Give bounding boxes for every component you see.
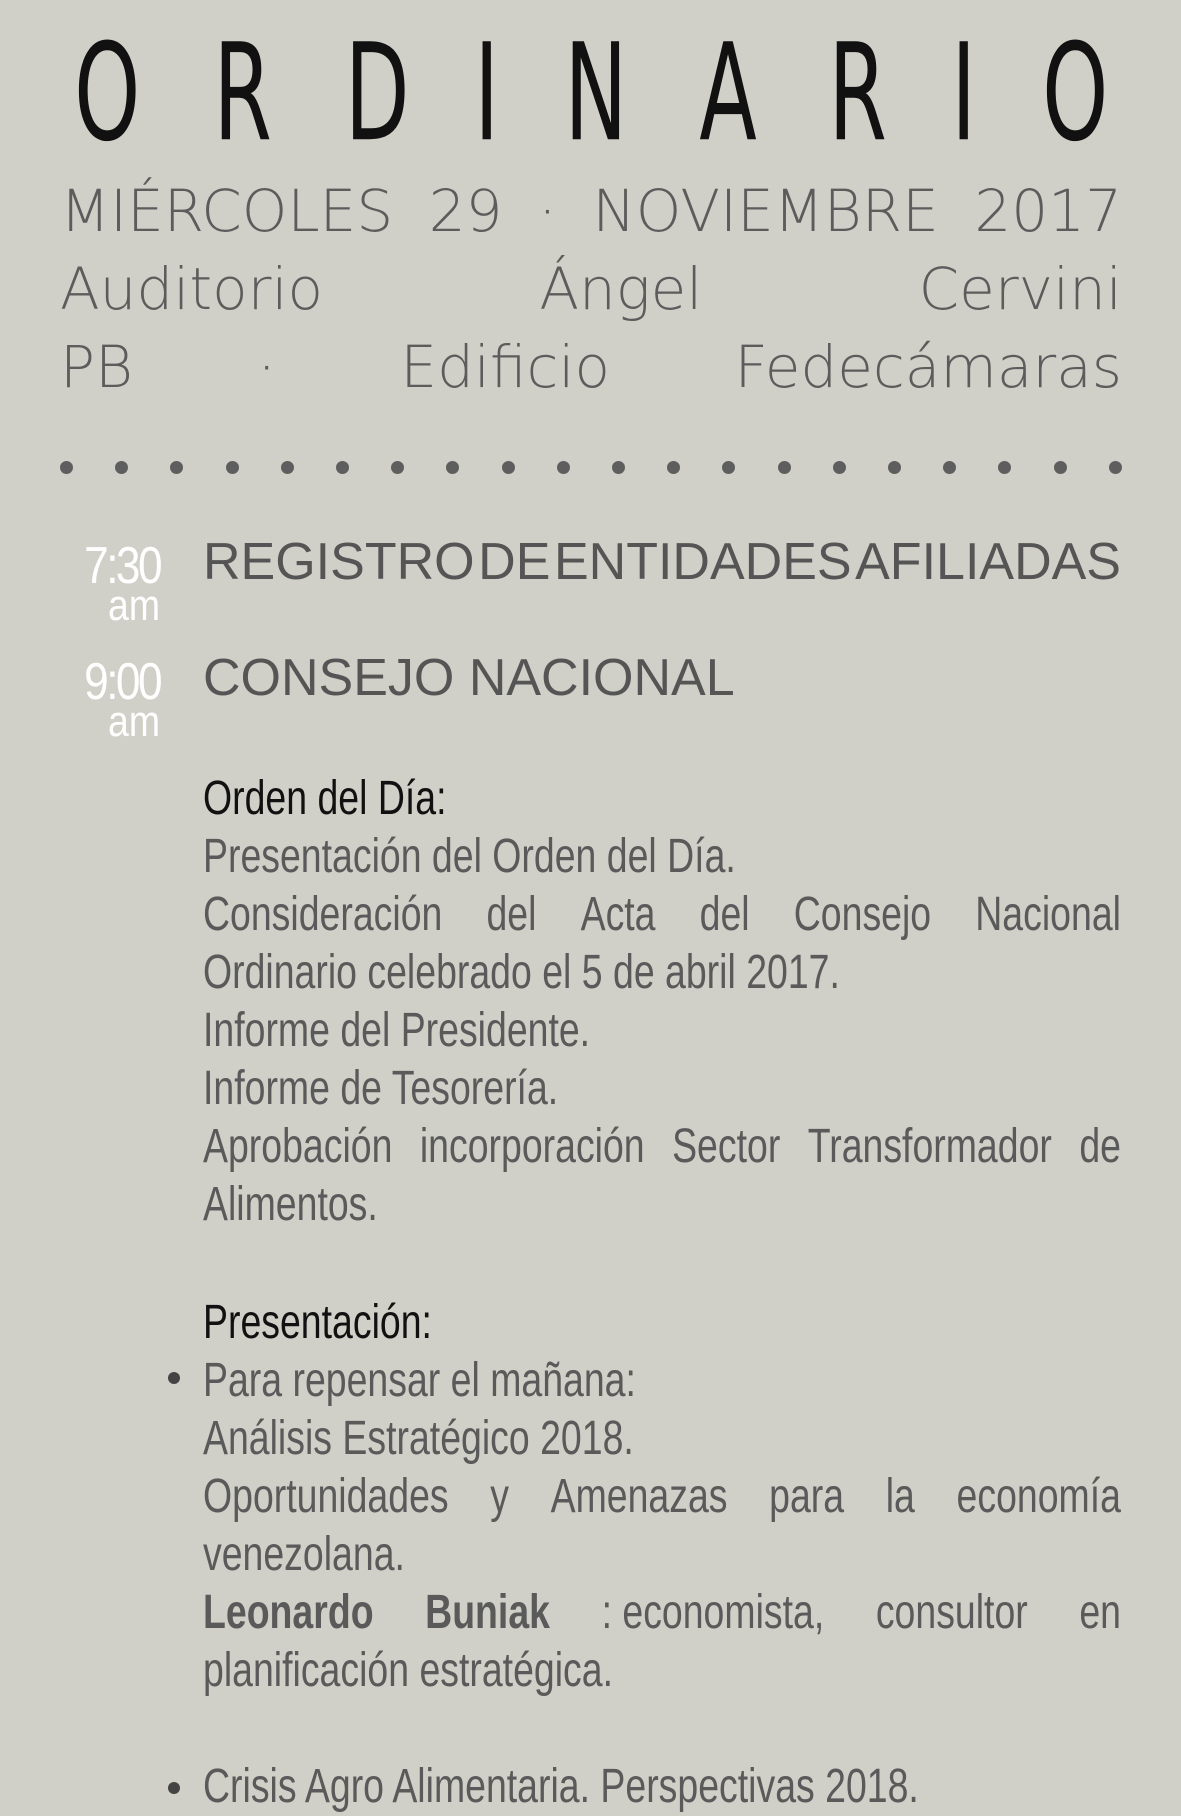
agenda-word: de <box>1079 1120 1121 1173</box>
divider-dot <box>1054 461 1067 474</box>
agenda-word: del <box>699 888 750 941</box>
agenda-word: Aprobación <box>203 1120 393 1173</box>
divider-dot <box>170 461 183 474</box>
schedule-title <box>203 533 1121 591</box>
date-weekday: MIÉRCOLES <box>60 177 394 245</box>
speaker-line-continued: planificación estratégica. <box>203 1644 613 1697</box>
divider-dot <box>115 461 128 474</box>
agenda-word: Consejo <box>793 888 932 941</box>
divider-dot <box>998 461 1011 474</box>
speaker-desc-word: : economista, <box>601 1586 825 1639</box>
talk-word: para <box>769 1470 845 1523</box>
bullet-point <box>168 1372 180 1384</box>
speaker-last-name: Buniak <box>425 1586 550 1639</box>
divider-dot <box>778 461 791 474</box>
date-month: NOVIEMBRE <box>592 177 939 245</box>
event-venue <box>60 255 1122 323</box>
agenda-word: incorporación <box>419 1120 645 1173</box>
venue-word: Ángel <box>539 255 703 323</box>
speaker-desc-word: consultor <box>875 1586 1028 1639</box>
date-separator: · <box>538 177 557 245</box>
talk-word: Oportunidades <box>203 1470 449 1523</box>
talk-word: Amenazas <box>550 1470 728 1523</box>
schedule-title: CONSEJO NACIONAL <box>203 649 735 707</box>
divider-dot <box>888 461 901 474</box>
title-word: AFILIADAS <box>855 533 1121 591</box>
agenda-item <box>203 1118 1121 1176</box>
agenda-item: Presentación del Orden del Día. <box>203 830 736 883</box>
agenda-word: Sector <box>672 1120 781 1173</box>
talk-description-continued: venezolana. <box>203 1528 405 1581</box>
divider-dot <box>1109 461 1122 474</box>
speaker-first-name: Leonardo <box>203 1586 374 1639</box>
agenda-item: Informe del Presidente. <box>203 1004 591 1057</box>
building-name: Fedecámaras <box>734 333 1122 401</box>
speaker-line <box>203 1584 1121 1642</box>
title-letter: I <box>474 16 500 172</box>
divider-dot <box>281 461 294 474</box>
building-floor: PB <box>60 333 133 401</box>
agenda-item-continued: Ordinario celebrado el 5 de abril 2017. <box>203 946 840 999</box>
time-hour: 7:30 <box>84 537 160 595</box>
title-letter: O <box>1041 16 1108 172</box>
divider-dot <box>446 461 459 474</box>
talk-subtitle: Análisis Estratégico 2018. <box>203 1412 634 1465</box>
agenda-word: Acta <box>580 888 656 941</box>
time-period: am <box>108 697 160 746</box>
dotted-divider <box>60 460 1122 474</box>
divider-dot <box>722 461 735 474</box>
title-letter: D <box>344 16 410 172</box>
agenda-heading: Orden del Día: <box>203 772 447 825</box>
talk-word: la <box>885 1470 915 1523</box>
divider-dot <box>833 461 846 474</box>
title-letter: R <box>213 16 272 172</box>
talk-word: y <box>490 1470 509 1523</box>
building-word: Edificio <box>400 333 611 401</box>
talk-title: Crisis Agro Alimentaria. Perspectivas 2018. <box>203 1760 919 1813</box>
title-word: REGISTRO <box>203 533 475 591</box>
talk-description <box>203 1468 1121 1526</box>
title-letter: R <box>828 16 887 172</box>
speaker-desc-word: en <box>1079 1586 1121 1639</box>
building-separator: · <box>257 333 276 401</box>
title-word: ENTIDADES <box>553 533 852 591</box>
title-letter: I <box>951 16 976 172</box>
divider-dot <box>502 461 515 474</box>
agenda-word: del <box>486 888 537 941</box>
event-date <box>60 177 1122 245</box>
time-hour: 9:00 <box>84 653 160 711</box>
agenda-word: Nacional <box>975 888 1121 941</box>
venue-word: Cervini <box>918 255 1122 323</box>
divider-dot <box>557 461 570 474</box>
event-building <box>60 333 1122 401</box>
divider-dot <box>943 461 956 474</box>
title-letter: O <box>74 16 141 172</box>
title-letter: N <box>564 16 628 172</box>
divider-dot <box>612 461 625 474</box>
presentation-heading: Presentación: <box>203 1296 432 1349</box>
title-letter: A <box>699 16 758 172</box>
presentation-section <box>203 1294 1121 1816</box>
talk-word: economía <box>956 1470 1121 1523</box>
time-period: am <box>108 581 160 630</box>
agenda-item: Informe de Tesorería. <box>203 1062 559 1115</box>
date-day: 29 <box>428 177 503 245</box>
venue-word: Auditorio <box>60 255 324 323</box>
schedule-time <box>60 537 160 630</box>
divider-dot <box>60 461 73 474</box>
date-year: 2017 <box>974 177 1122 245</box>
agenda-item-continued: Alimentos. <box>203 1178 378 1231</box>
bullet-point <box>168 1782 180 1794</box>
event-title <box>60 16 1122 172</box>
title-word: DE <box>478 533 551 591</box>
agenda-section <box>203 770 1121 1234</box>
divider-dot <box>391 461 404 474</box>
schedule-time <box>60 653 160 746</box>
agenda-word: Consideración <box>203 888 443 941</box>
talk-title: Para repensar el mañana: <box>203 1354 636 1407</box>
agenda-item <box>203 886 1121 944</box>
agenda-word: Transformador <box>807 1120 1052 1173</box>
spacer <box>203 1700 919 1758</box>
divider-dot <box>226 461 239 474</box>
divider-dot <box>336 461 349 474</box>
divider-dot <box>667 461 680 474</box>
